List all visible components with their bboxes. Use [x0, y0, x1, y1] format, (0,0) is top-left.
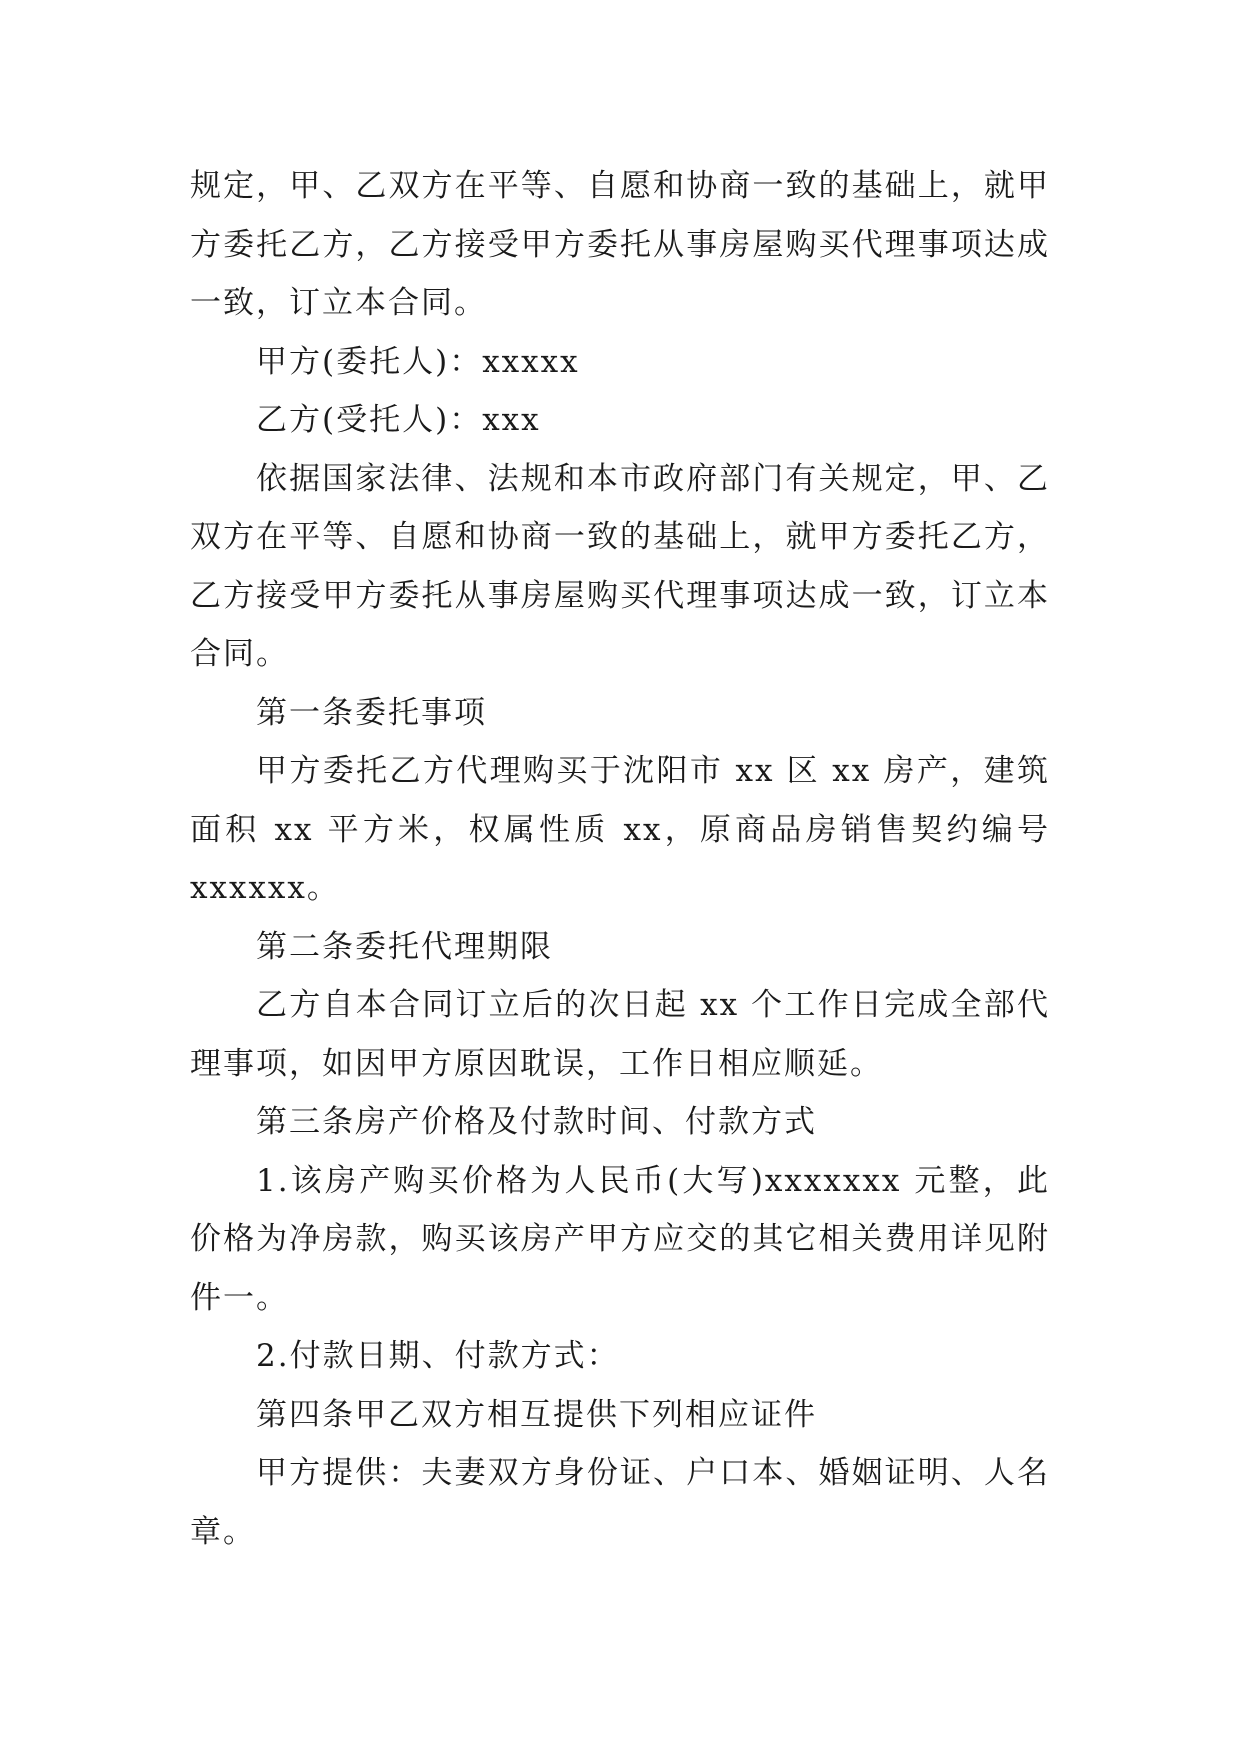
paragraph-continuation: 规定，甲、乙双方在平等、自愿和协商一致的基础上，就甲方委托乙方，乙方接受甲方委托从事房屋购买代理事项达成一致，订立本合同。	[190, 168, 1050, 321]
article-3-item-1: 1.该房产购买价格为人民币(大写)xxxxxxx 元整，此价格为净房款，购买该房产甲方应交的其它相关费用详见附件一。	[190, 1162, 1050, 1316]
party-b-line: 乙方(受托人)：xxx	[256, 402, 541, 438]
party-a-line: 甲方(委托人)：xxxxx	[256, 343, 580, 380]
paragraph-preamble: 依据国家法律、法规和本市政府部门有关规定，甲、乙双方在平等、自愿和协商一致的基础上，就甲方委托乙方，乙方接受甲方委托从事房屋购买代理事项达成一致，订立本合同。	[190, 460, 1050, 672]
article-1-body: 甲方委托乙方代理购买于沈阳市 xx 区 xx 房产，建筑面积 xx 平方米，权属性质 xx，原商品房销售契约编号xxxxxx。	[190, 753, 1050, 906]
article-3-item-2: 2.付款日期、付款方式：	[256, 1338, 620, 1374]
article-1-heading: 第一条委托事项	[256, 694, 487, 731]
article-2-heading: 第二条委托代理期限	[256, 928, 553, 965]
article-2-body: 乙方自本合同订立后的次日起 xx 个工作日完成全部代理事项，如因甲方原因耽误，工作日相应顺延。	[190, 987, 1050, 1082]
article-4-heading: 第四条甲乙双方相互提供下列相应证件	[256, 1396, 817, 1433]
article-4-body: 甲方提供：夫妻双方身份证、户口本、婚姻证明、人名章。	[190, 1455, 1050, 1550]
article-3-heading: 第三条房产价格及付款时间、付款方式	[256, 1104, 817, 1140]
document-body	[190, 157, 1050, 1561]
